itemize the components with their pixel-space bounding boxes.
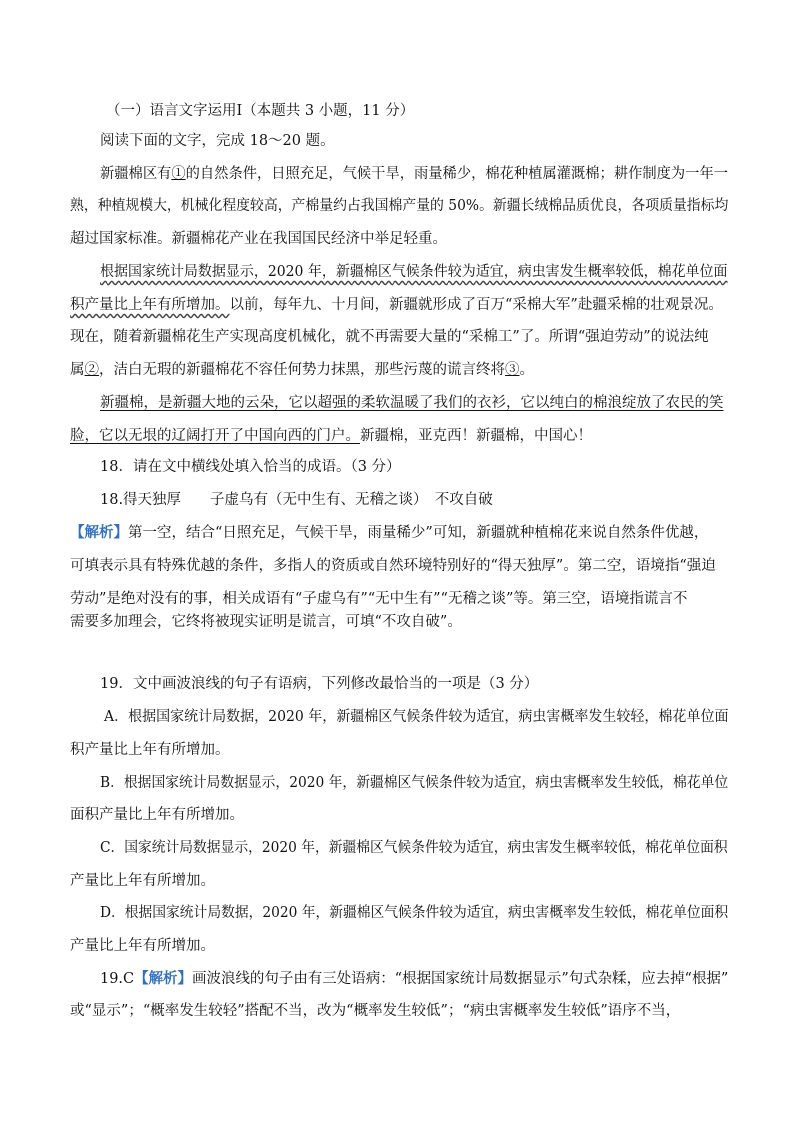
passage-p3-line1 (100, 393, 724, 413)
q19-analysis-line2: 或“显示”；“概率发生较轻”搭配不当，改为“概率发生较低”；“病虫害概率发生较低”语序不当， (70, 1003, 681, 1019)
q19-question: 19．文中画波浪线的句子有语病，下列修改最恰当的一项是（3 分） (100, 676, 539, 692)
q18-analysis-line2: 可填表示具有特殊优越的条件，多指人的资质或自然环境特别好的“得天独厚”。第二空，语境指“强迫 (70, 558, 716, 574)
analysis-tag: 【解析】 (70, 524, 128, 541)
q19-option-d-line1: D．根据国家统计局数据，2020 年，新疆棉区气候条件较为适宜，病虫害概率发生较低，棉花单位面积 (100, 905, 729, 921)
passage-p1-line1: 新疆棉区有①的自然条件，日照充足，气候干旱，雨量稀少，棉花种植属灌溉棉；耕作制度为一年一 (100, 166, 728, 182)
blank-2: ② (84, 362, 99, 378)
q19-option-d-line2: 产量比上年有所增加。 (70, 938, 215, 954)
q18-question: 18．请在文中横线处填入恰当的成语。（3 分） (100, 459, 401, 475)
passage-p2-line2: 积产量比上年有所增加。以前，每年九、十月间，新疆就形成了百万“采棉大军”赴疆采棉的壮观景况。 (70, 297, 723, 313)
q19-option-a-line1: A．根据国家统计局数据，2020 年，新疆棉区气候条件较为适宜，病虫害概率发生较轻，棉花单位面 (104, 709, 729, 725)
q19-answer: 19.C (100, 971, 135, 987)
passage-p2-line1 (100, 262, 728, 282)
q19-option-a-line2: 积产量比上年有所增加。 (70, 742, 230, 758)
passage-p2-line3: 现在，随着新疆棉花生产实现高度机械化，就不再需要大量的“采棉工”了。所谓“强迫劳动”的说法纯 (70, 329, 709, 345)
q18-analysis-line1: 【解析】第一空，结合“日照充足，气候干旱，雨量稀少”可知，新疆就种植棉花来说自然条件优越， (70, 524, 709, 541)
q19-option-c-line1: C．国家统计局数据显示，2020 年，新疆棉区气候条件较为适宜，病虫害发生概率较低，棉花单位面积 (100, 840, 728, 856)
passage-p1-line3: 超过国家标准。新疆棉花产业在我国国民经济中举足轻重。 (70, 231, 447, 247)
q18-answer: 18.得天独厚 子虚乌有（无中生有、无稽之谈） 不攻自破 (100, 492, 493, 508)
passage-p2-line4: 属②，洁白无瑕的新疆棉花不容任何势力抹黑，那些污蔑的谎言终将③。 (70, 362, 534, 378)
instruction: 阅读下面的文字，完成 18～20 题。 (100, 133, 335, 149)
q19-analysis-line1: 19.C【解析】画波浪线的句子由有三处语病：“根据国家统计局数据显示”句式杂糅，应去掉“根据” (100, 970, 729, 987)
q19-option-b-line2: 面积产量比上年有所增加。 (70, 807, 244, 823)
passage-p3-line2: 脸，它以无垠的辽阔打开了中国向西的门户。新疆棉，亚克西！新疆棉，中国心！ (70, 428, 592, 444)
section-title: （一）语言文字运用Ⅰ（本题共 3 小题，11 分） (106, 103, 415, 119)
q18-analysis-line3: 劳动”是绝对没有的事，相关成语有“子虚乌有”“无中生有”“无稽之谈”等。第三空，语境指谎言不 (70, 591, 688, 607)
q18-analysis-line4: 需要多加理会，它终将被现实证明是谎言，可填“不攻自破”。 (70, 614, 462, 630)
underlined-sentence: 新疆棉，是新疆大地的云朵，它以超强的柔软温暖了我们的衣衫，它以纯白的棉浪绽放了农民的笑 (100, 395, 724, 411)
blank-1: ① (171, 166, 186, 182)
q19-option-b-line1: B．根据国家统计局数据显示，2020 年，新疆棉区气候条件较为适宜，病虫害概率发生较低，棉花单位 (100, 775, 729, 791)
blank-3: ③ (505, 362, 520, 378)
analysis-tag: 【解析】 (134, 970, 193, 987)
passage-p1-line2: 熟，种植规模大，机械化程度较高，产棉量约占我国棉产量的 50%。新疆长绒棉品质优良，各项质量指标均 (70, 198, 729, 214)
q19-option-c-line2: 产量比上年有所增加。 (70, 873, 215, 889)
wavy-sentence: 根据国家统计局数据显示，2020 年，新疆棉区气候条件较为适宜，病虫害发生概率较低，棉花单位面 (100, 264, 728, 280)
